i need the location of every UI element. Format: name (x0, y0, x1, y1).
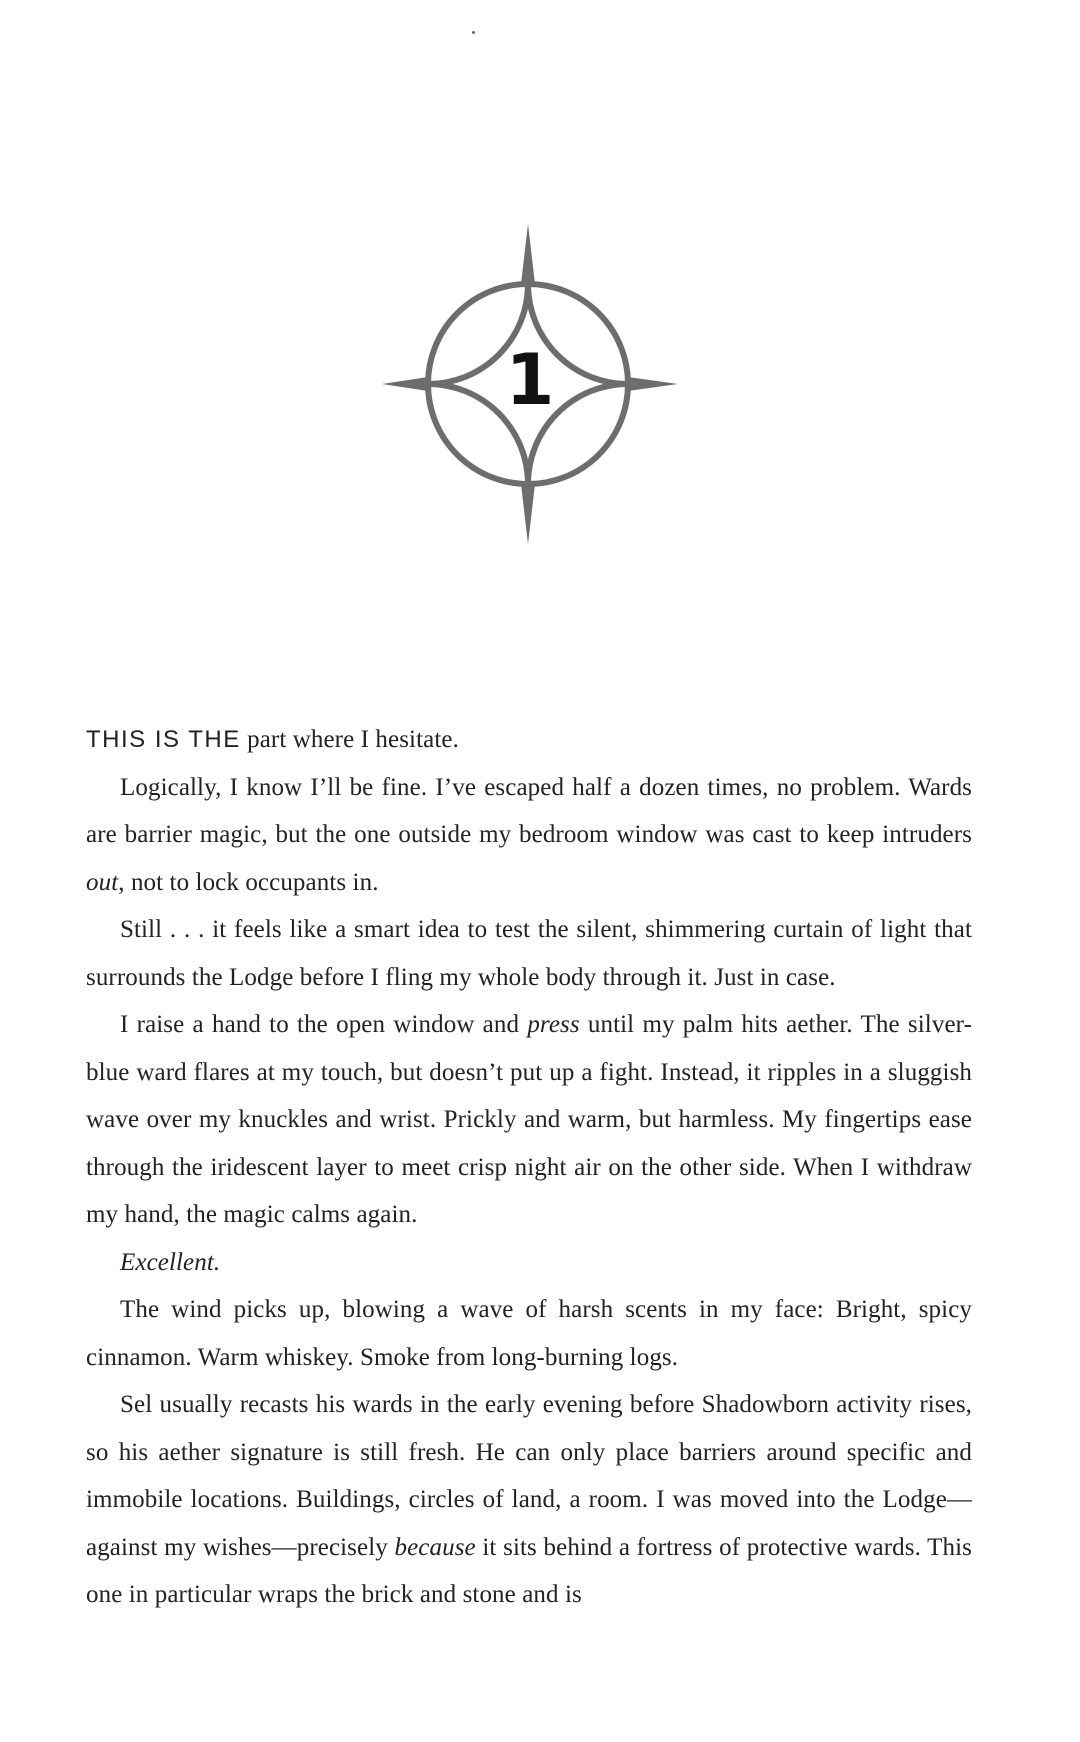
body-text: , not to lock occupants in. (118, 868, 379, 896)
paragraph (86, 1286, 972, 1381)
chapter-lead-in: THIS IS THE (86, 726, 241, 753)
body-text: Logically, I know I’ll be fine. I’ve escaped half a dozen times, no problem. Wards are barrier magic, but the one outside my bedroom window was cast to keep intruders (86, 773, 972, 848)
paragraph (86, 1381, 972, 1619)
italic-text: Excellent. (120, 1248, 221, 1276)
italic-text: press (527, 1011, 580, 1038)
chapter-text (86, 716, 972, 1619)
paragraph (86, 906, 972, 1001)
chapter-number: 1 (505, 339, 555, 421)
body-text: I raise a hand to the open window and (120, 1011, 528, 1038)
body-text: until my palm hits aether. The silver-blue ward flares at my touch, but doesn’t put up a fight. Instead, it ripples in a sluggish wave over my knuckles and wrist. Prickly and warm, but harmless. My fingertips ease through the iridescent layer to meet crisp night air on the other side. When I withdraw my hand, the magic calms again. (86, 1011, 972, 1228)
body-text: The wind picks up, blowing a wave of harsh scents in my face: Bright, spicy cinnamon. Warm whiskey. Smoke from long-burning logs. (86, 1296, 972, 1371)
paragraph (86, 1001, 972, 1239)
italic-text: out (86, 868, 119, 896)
paragraph (86, 1239, 972, 1287)
paragraph (86, 764, 972, 907)
opening-paragraph (86, 716, 972, 764)
body-text: Still . . . it feels like a smart idea to test the silent, shimmering curtain of light that surrounds the Lodge before I fling my whole body through it. Just in case. (86, 916, 972, 991)
body-text: it sits behind a fortress of protective wards. This one in particular wraps the brick and stone and is (86, 1533, 972, 1608)
body-text: part where I hesitate. (240, 726, 459, 753)
page-speck (472, 31, 475, 34)
italic-text: because (394, 1533, 476, 1561)
body-text: Sel usually recasts his wards in the early evening before Shadowborn activity rises, so his aether signature is still fresh. He can only place barriers around specific and immobile locations. Buildings, circles of land, a room. I was moved into the Lodge—against my wishes—precisely (86, 1391, 972, 1561)
